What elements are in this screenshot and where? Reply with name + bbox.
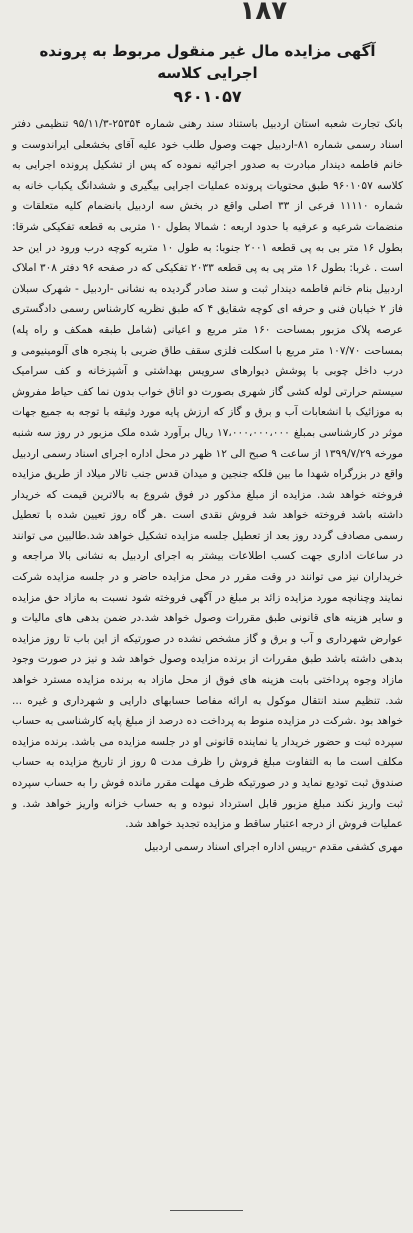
notice-title: آگهی مزایده مال غیر منقول مربوط به پرونده اجرایی کلاسه xyxy=(39,42,376,82)
notice-signature: مهری کشفی مقدم -رییس اداره اجرای اسناد رسمی اردبیل xyxy=(144,840,403,853)
page-number: ۱۸۷ xyxy=(239,0,288,26)
case-number: ۹۶۰۱۰۵۷ xyxy=(173,87,242,106)
auction-notice xyxy=(12,40,403,857)
closing-divider xyxy=(170,1210,243,1211)
notice-body: بانک تجارت شعبه استان اردبیل باستناد سند رهنی شماره ۲۵۳۵۴-۹۵/۱۱/۳ تنظیمی دفتر اسناد رسمی شماره ۸۱-اردبیل جهت وصول طلب خود علیه آقای بخشعلی ایراندوست و خانم فاطمه دیندار مبادرت به صدور اجرائیه نموده که پس از تشکیل پرونده اجرایی به کلاسه ۹۶۰۱۰۵۷ طبق محتویات پرونده عملیات اجرایی بیگیری و ششدانگ یکباب خانه به شماره ۱۱۱۱۰ فرعی از ۳۳ اصلی واقع در بخش سه اردبیل بانضمام کلیه متعلقات و منضمات شرعیه و عرفیه با حدود اربعه : شمالا بطول ۱۰ متربی به قطعه تفکیکی شرقا: بطول ۱۶ متر بی به پی قطعه ۲۰۰۱ جنوبا: به طول ۱۰ متربه کوچه درب ورود در این حد است . غربا: بطول ۱۶ متر پی به پی قطعه ۲۰۳۳ تفکیکی که در صفحه ۹۶ دفتر ۳۰۸ املاک اردبیل بنام خانم فاطمه دیندار ثبت و سند صادر گردیده به نشانی -اردبیل - شهرک سبلان فاز ۲ خیابان فنی و حرفه ای کوچه شقایق ۴ که طبق نظریه کارشناس رسمی دادگستری عرصه پلاک مزبور بمساحت ۱۶۰ متر مربع و اعیانی (شامل طبقه همکف و راه پله) بمساحت ۱۰۷/۷۰ متر مربع با اسکلت فلزی سقف طاق ضربی با پنجره های آلومینیومی و درب داخل چوبی با پوشش دیوارهای سرویس بهداشتی و آشپزخانه و کف سرامیک سیستم حرارتی لوله کشی گاز شهری بصورت دو اتاق خواب بدون نما کف حیاط مفروش به موزائیک با انشعابات آب و برق و گاز که ارزش پایه مورد وثیقه با توجه به جمیع جهات موثر در کارشناسی بمبلغ ۱۷،۰۰۰،۰۰۰،۰۰۰ ریال برآورد شده ملک مزبور در روز سه شنبه مورخه ۱۳۹۹/۷/۲۹ از ساعت ۹ صبح الی ۱۲ ظهر در محل اداره اجرای اسناد رسمی اردبیل واقع در بزرگراه شهدا ما بین فلکه جنجین و میدان قدس جنب تالار میلاد از طریق مزایده فروخته خواهد شد. مزایده از مبلغ مذکور در فوق شروع به بالاترین قیمت که خریدار داشته باشد فروخته خواهد شد فروش نقدی است .هر گاه روز تعیین شده با تعطیل رسمی مصادف گردد روز بعد از تعطیل جلسه مزایده تشکیل خواهد شد.طالبین می توانند در ساعات اداری جهت کسب اطلاعات بیشتر به اجرای اردبیل به نشانی بالا مراجعه و خریداران نیز می توانند در وقت مقرر در محل مزایده حاضر و در جلسه مزایده شرکت نمایند وچنانچه مورد مزایده زائد بر مبلغ در آگهی فروخته شود نسبت به مازاد حق مزایده و سایر هزینه های قانونی طبق مقررات وصول خواهد شد.در ضمن بدهی های مالیات و عوارض شهرداری و آب و برق و گاز مشخص نشده در صورتیکه از این باب تا روز مزایده بدهی داشته باشد طبق مقررات از برنده مزایده وصول خواهد شد و نیز در صورت وجود مازاد وجوه پرداختی بابت هزینه های فوق از محل مازاد به برنده مزایده مسترد خواهد شد. تنظیم سند انتقال موکول به ارائه مفاصا حسابهای دارایی و شهرداری و غیره ... خواهد بود .شرکت در مزایده منوط به پرداخت ده درصد از مبلغ پایه کارشناسی به حساب سپرده ثبت و حضور خریدار یا نماینده قانونی او در جلسه مزایده می باشد. برنده مزایده مکلف است ما به التفاوت مبلغ فروش را ظرف مدت ۵ روز از تاریخ مزایده به حساب صندوق ثبت تودیع نماید و در صورتیکه ظرف مهلت مقرر مانده فوش را به حساب سپرده ثبت واریز نکند مبلغ مزبور قابل استرداد نبوده و به حساب خزانه واریز خواهد شد. و عملیات فروش از درجه اعتبار ساقط و مزایده تجدید خواهد شد. xyxy=(12,118,404,831)
